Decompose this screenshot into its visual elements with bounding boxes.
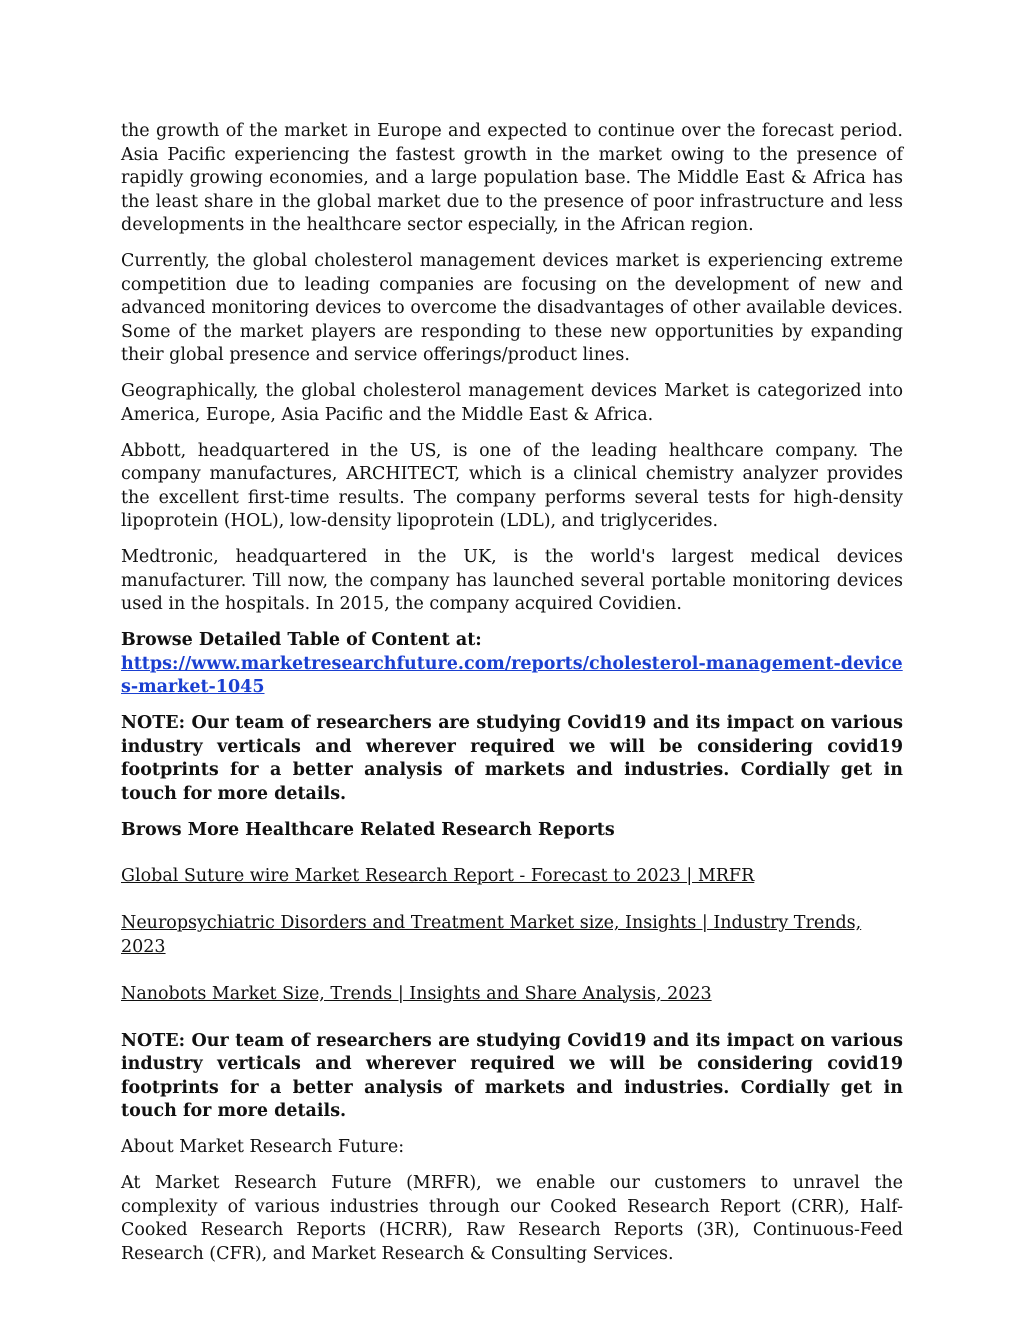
- related-report-link-suture-wire[interactable]: Global Suture wire Market Research Report - Forecast to 2023 | MRFR: [121, 866, 755, 886]
- about-heading: About Market Research Future:: [121, 1137, 405, 1157]
- toc-report-link[interactable]: https://www.marketresearchfuture.com/reports/cholesterol-management-devices-market-1045: [121, 653, 903, 697]
- paragraph-regional-growth: the growth of the market in Europe and expected to continue over the forecast period. Asia Pacific experiencing the fastest growth in the market owing to the presence of rapidly growing economies, and a large population base. The Middle East & Africa has the least share in the global market due to the presence of poor infrastructure and less developments in the healthcare sector especially, in the African region.: [121, 121, 903, 235]
- related-report-link-nanobots[interactable]: Nanobots Market Size, Trends | Insights and Share Analysis, 2023: [121, 983, 712, 1004]
- spacer: [121, 1006, 903, 1030]
- browse-toc-block: [121, 629, 903, 700]
- paragraph-geography: Geographically, the global cholesterol management devices Market is categorized into America, Europe, Asia Pacific and the Middle East & Africa.: [121, 381, 903, 425]
- paragraph-abbott: Abbott, headquartered in the US, is one of the leading healthcare company. The company manufactures, ARCHITECT, which is a clinical chemistry analyzer provides the excellent first-time results. The company performs several tests for high-density lipoprotein (HOL), low-density lipoprotein (LDL), and triglycerides.: [121, 440, 903, 531]
- related-report-item: [121, 983, 903, 1007]
- document-page: [121, 120, 903, 1279]
- about-body: At Market Research Future (MRFR), we enable our customers to unravel the complexity of various industries through our Cooked Research Report (CRR), Half-Cooked Research Reports (HCRR), Raw Research Reports (3R), Continuous-Feed Research (CFR), and Market Research & Consulting Services.: [121, 1173, 903, 1264]
- paragraph-competition: Currently, the global cholesterol management devices market is experiencing extreme competition due to leading companies are focusing on the development of new and advanced monitoring devices to overcome the disadvantages of other available devices. Some of the market players are responding to these new opportunities by expanding their global presence and service offerings/product lines.: [121, 251, 903, 365]
- related-report-item: [121, 865, 903, 889]
- related-report-item: [121, 912, 903, 959]
- related-reports-heading: Brows More Healthcare Related Research Reports: [121, 819, 615, 840]
- covid-note-2: NOTE: Our team of researchers are studying Covid19 and its impact on various industry verticals and wherever required we will be considering covid19 footprints for a better analysis of markets and industries. Cordially get in touch for more details.: [121, 1030, 903, 1121]
- related-report-link-neuropsychiatric[interactable]: Neuropsychiatric Disorders and Treatment Market size, Insights | Industry Trends, 2023: [121, 913, 862, 957]
- paragraph-medtronic: Medtronic, headquartered in the UK, is the world's largest medical devices manufacturer. Till now, the company has launched several portable monitoring devices used in the hospitals. In 2015, the company acquired Covidien.: [121, 547, 903, 614]
- browse-toc-label: Browse Detailed Table of Content at:: [121, 630, 482, 650]
- covid-note-1: NOTE: Our team of researchers are studying Covid19 and its impact on various industry verticals and wherever required we will be considering covid19 footprints for a better analysis of markets and industries. Cordially get in touch for more details.: [121, 713, 903, 804]
